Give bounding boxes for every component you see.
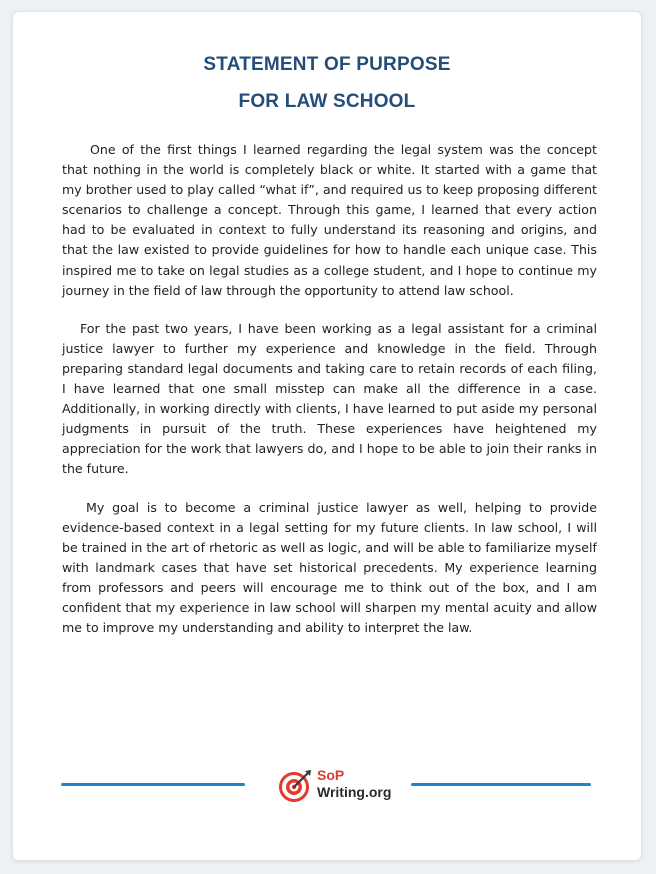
document-page (12, 11, 642, 861)
title-line-2: FOR LAW SCHOOL (238, 91, 416, 112)
logo-site-text: Writing.org (317, 784, 392, 800)
logo-sop-text: SoP (317, 767, 345, 783)
footer (13, 766, 641, 806)
paragraph-2: For the past two years, I have been working as a legal assistant for a criminal justice lawyer to further my experience and knowledge in the field. Through preparing standard legal documents and taking care to retain records of each filing, I have learned that one small misstep can make all the difference in a case. Additionally, in working directly with clients, I have learned to put aside my personal judgments in pursuit of the truth. These experiences have heightened my appreciation for the work that lawyers do, and I hope to be able to join their ranks in the future. (62, 320, 597, 477)
paragraph-1: One of the first things I learned regarding the legal system was the concept that nothing in the world is completely black or white. It started with a game that my brother used to play called “what if”, and required us to keep proposing different scenarios to challenge a concept. Through this game, I learned that every action had to be evaluated in context to fully understand its reasoning and origins, and that the law existed to provide guidelines for how to handle each unique case. This inspired me to take on legal studies as a college student, and I hope to continue my journey in the field of law through the opportunity to attend law school. (62, 142, 597, 298)
document-body (62, 140, 597, 656)
footer-rule-right (411, 783, 591, 786)
footer-rule-left (61, 783, 245, 786)
paragraph-3: My goal is to become a criminal justice lawyer as well, helping to provide evidence-based context in a legal setting for my future clients. In law school, I will be trained in the art of rhetoric as well as logic, and will be able to familiarize myself with landmark cases that have set historical precedents. My experience learning from professors and peers will encourage me to think out of the box, and I am confident that my experience in law school will sharpen my mental acuity and allow me to improve my understanding and ability to interpret the law. (62, 499, 597, 636)
target-arrow-icon (279, 768, 313, 802)
brand-logo (279, 766, 399, 806)
logo-wordmark (317, 767, 391, 801)
title-line-1: STATEMENT OF PURPOSE (203, 54, 451, 75)
